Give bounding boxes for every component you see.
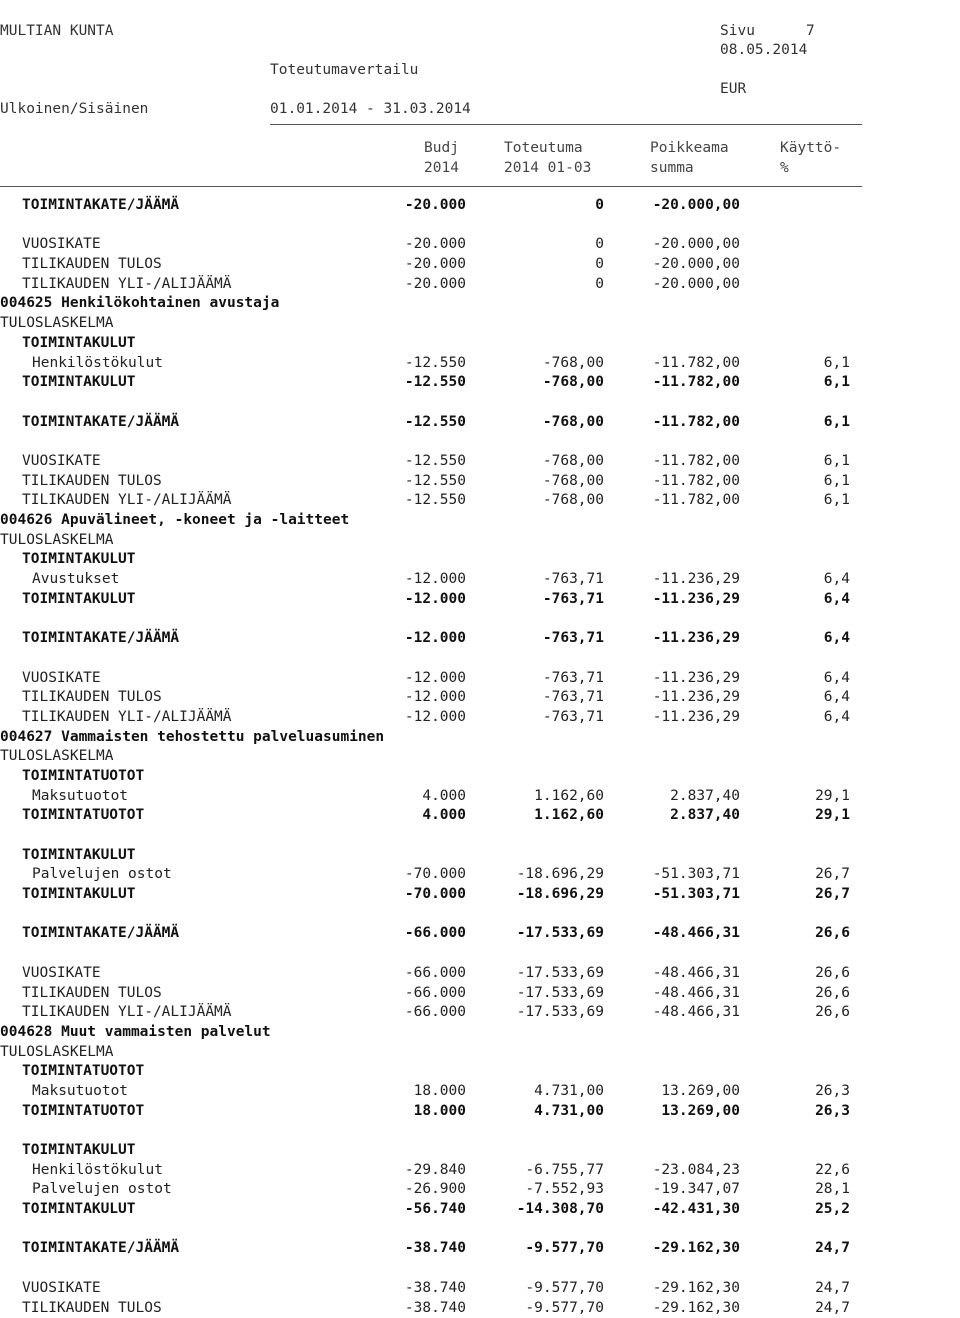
row-label: Henkilöstökulut	[0, 354, 163, 374]
row-label: 004625 Henkilökohtainen avustaja	[0, 294, 279, 314]
currency-label: EUR	[720, 80, 746, 98]
actual-cell: -9.577,70	[474, 1299, 604, 1318]
table-row	[0, 924, 880, 944]
variance-cell: -51.303,71	[610, 885, 740, 905]
table-row	[0, 334, 880, 354]
variance-cell: 13.269,00	[610, 1102, 740, 1122]
table-row	[0, 255, 880, 275]
variance-cell: -11.782,00	[610, 452, 740, 472]
budget-cell: 4.000	[336, 787, 466, 807]
actual-cell: 0	[474, 196, 604, 216]
spacer-row	[0, 1121, 880, 1141]
budget-cell: -29.840	[336, 1161, 466, 1181]
usage-cell: 6,4	[770, 570, 850, 590]
table-row	[0, 1161, 880, 1181]
spacer-row	[0, 1220, 880, 1240]
budget-cell: -12.000	[336, 708, 466, 728]
usage-cell: 6,1	[770, 373, 850, 393]
budget-cell: -70.000	[336, 865, 466, 885]
row-label: 004627 Vammaisten tehostettu palveluasuminen	[0, 728, 384, 748]
budget-cell: -12.000	[336, 570, 466, 590]
variance-cell: -23.084,23	[610, 1161, 740, 1181]
spacer-row	[0, 944, 880, 964]
actual-cell: -763,71	[474, 590, 604, 610]
usage-cell: 26,6	[770, 964, 850, 984]
row-label: TOIMINTATUOTOT	[0, 1062, 144, 1082]
variance-cell: -20.000,00	[610, 235, 740, 255]
table-row	[0, 688, 880, 708]
budget-cell: -12.550	[336, 373, 466, 393]
variance-cell: -11.782,00	[610, 491, 740, 511]
variance-cell: 2.837,40	[610, 787, 740, 807]
municipality-name: MULTIAN KUNTA	[0, 22, 114, 40]
table-row	[0, 1003, 880, 1023]
usage-cell: 6,4	[770, 708, 850, 728]
budget-cell: -66.000	[336, 964, 466, 984]
variance-cell: -11.236,29	[610, 708, 740, 728]
budget-cell: -20.000	[336, 255, 466, 275]
variance-cell: -11.236,29	[610, 669, 740, 689]
actual-cell: -18.696,29	[474, 885, 604, 905]
row-label: TOIMINTAKULUT	[0, 334, 136, 354]
variance-cell: 13.269,00	[610, 1082, 740, 1102]
table-row	[0, 1279, 880, 1299]
actual-cell: -768,00	[474, 452, 604, 472]
row-label: Henkilöstökulut	[0, 1161, 163, 1181]
budget-cell: -38.740	[336, 1299, 466, 1318]
actual-cell: -763,71	[474, 688, 604, 708]
actual-cell: 4.731,00	[474, 1102, 604, 1122]
table-row	[0, 491, 880, 511]
actual-cell: 1.162,60	[474, 806, 604, 826]
variance-cell: -51.303,71	[610, 865, 740, 885]
usage-cell: 26,6	[770, 1003, 850, 1023]
table-row	[0, 354, 880, 374]
table-row	[0, 984, 880, 1004]
budget-cell: -38.740	[336, 1239, 466, 1259]
table-row	[0, 1239, 880, 1259]
header-divider	[270, 124, 862, 125]
spacer-row	[0, 826, 880, 846]
actual-cell: -768,00	[474, 354, 604, 374]
budget-cell: -12.550	[336, 472, 466, 492]
table-row	[0, 314, 880, 334]
table-row	[0, 728, 880, 748]
actual-cell: -17.533,69	[474, 1003, 604, 1023]
budget-cell: -56.740	[336, 1200, 466, 1220]
usage-cell: 24,7	[770, 1299, 850, 1318]
table-row	[0, 511, 880, 531]
budget-cell: 18.000	[336, 1082, 466, 1102]
spacer-row	[0, 609, 880, 629]
table-row	[0, 452, 880, 472]
variance-cell: -11.236,29	[610, 590, 740, 610]
row-label: TILIKAUDEN TULOS	[0, 472, 162, 492]
column-actual-line1: Toteutuma	[504, 139, 583, 157]
row-label: TOIMINTAKULUT	[0, 846, 136, 866]
column-variance-line2: summa	[650, 159, 694, 177]
budget-cell: -20.000	[336, 196, 466, 216]
table-row	[0, 235, 880, 255]
report-table	[0, 196, 880, 1318]
column-variance-line1: Poikkeama	[650, 139, 729, 157]
budget-cell: -12.000	[336, 590, 466, 610]
usage-cell: 6,1	[770, 491, 850, 511]
row-label: TOIMINTAKULUT	[0, 590, 136, 610]
usage-cell: 6,1	[770, 452, 850, 472]
actual-cell: 0	[474, 235, 604, 255]
budget-cell: -26.900	[336, 1180, 466, 1200]
usage-cell: 26,6	[770, 984, 850, 1004]
column-header-divider	[0, 186, 862, 187]
table-row	[0, 787, 880, 807]
table-row	[0, 669, 880, 689]
budget-cell: -38.740	[336, 1279, 466, 1299]
table-row	[0, 472, 880, 492]
usage-cell: 6,4	[770, 688, 850, 708]
table-row	[0, 865, 880, 885]
usage-cell: 22,6	[770, 1161, 850, 1181]
usage-cell: 26,7	[770, 885, 850, 905]
actual-cell: -768,00	[474, 373, 604, 393]
variance-cell: -48.466,31	[610, 1003, 740, 1023]
table-row	[0, 373, 880, 393]
row-label: 004628 Muut vammaisten palvelut	[0, 1023, 271, 1043]
variance-cell: -11.782,00	[610, 373, 740, 393]
column-usage-line2: %	[780, 159, 789, 177]
column-actual-line2: 2014 01-03	[504, 159, 591, 177]
row-label: TULOSLASKELMA	[0, 314, 114, 334]
actual-cell: -17.533,69	[474, 924, 604, 944]
table-row	[0, 1023, 880, 1043]
actual-cell: 4.731,00	[474, 1082, 604, 1102]
spacer-row	[0, 905, 880, 925]
actual-cell: -763,71	[474, 708, 604, 728]
usage-cell: 26,3	[770, 1102, 850, 1122]
table-row	[0, 1299, 880, 1318]
actual-cell: 0	[474, 275, 604, 295]
variance-cell: -11.782,00	[610, 354, 740, 374]
variance-cell: -11.236,29	[610, 570, 740, 590]
row-label: TOIMINTAKATE/JÄÄMÄ	[0, 924, 179, 944]
table-row	[0, 550, 880, 570]
row-label: VUOSIKATE	[0, 669, 101, 689]
actual-cell: 1.162,60	[474, 787, 604, 807]
usage-cell: 6,1	[770, 354, 850, 374]
page-number: 7	[806, 22, 815, 40]
period-label: 01.01.2014 - 31.03.2014	[270, 100, 471, 118]
usage-cell: 6,1	[770, 472, 850, 492]
page-label: Sivu	[720, 22, 755, 40]
table-row	[0, 1180, 880, 1200]
row-label: TILIKAUDEN YLI-/ALIJÄÄMÄ	[0, 275, 232, 295]
row-label: Palvelujen ostot	[0, 865, 172, 885]
row-label: TOIMINTAKATE/JÄÄMÄ	[0, 1239, 179, 1259]
row-label: TILIKAUDEN TULOS	[0, 1299, 162, 1318]
variance-cell: -42.431,30	[610, 1200, 740, 1220]
actual-cell: -9.577,70	[474, 1239, 604, 1259]
table-row	[0, 629, 880, 649]
table-row	[0, 747, 880, 767]
row-label: TILIKAUDEN YLI-/ALIJÄÄMÄ	[0, 491, 232, 511]
actual-cell: -763,71	[474, 629, 604, 649]
budget-cell: -66.000	[336, 924, 466, 944]
variance-cell: -11.236,29	[610, 629, 740, 649]
budget-cell: -66.000	[336, 984, 466, 1004]
variance-cell: -29.162,30	[610, 1299, 740, 1318]
budget-cell: -12.550	[336, 491, 466, 511]
variance-cell: -29.162,30	[610, 1279, 740, 1299]
table-row	[0, 196, 880, 216]
row-label: TOIMINTAKULUT	[0, 1141, 136, 1161]
row-label: Avustukset	[0, 570, 119, 590]
row-label: VUOSIKATE	[0, 964, 101, 984]
actual-cell: -763,71	[474, 570, 604, 590]
variance-cell: -11.782,00	[610, 413, 740, 433]
table-row	[0, 708, 880, 728]
row-label: VUOSIKATE	[0, 1279, 101, 1299]
usage-cell: 24,7	[770, 1279, 850, 1299]
row-label: Palvelujen ostot	[0, 1180, 172, 1200]
variance-cell: 2.837,40	[610, 806, 740, 826]
usage-cell: 6,4	[770, 629, 850, 649]
row-label: TOIMINTAKULUT	[0, 885, 136, 905]
usage-cell: 26,3	[770, 1082, 850, 1102]
row-label: VUOSIKATE	[0, 452, 101, 472]
actual-cell: -768,00	[474, 413, 604, 433]
table-row	[0, 531, 880, 551]
usage-cell: 6,1	[770, 413, 850, 433]
budget-cell: -12.550	[336, 354, 466, 374]
usage-cell: 28,1	[770, 1180, 850, 1200]
spacer-row	[0, 393, 880, 413]
actual-cell: 0	[474, 255, 604, 275]
usage-cell: 29,1	[770, 806, 850, 826]
table-row	[0, 413, 880, 433]
spacer-row	[0, 432, 880, 452]
row-label: TILIKAUDEN TULOS	[0, 688, 162, 708]
variance-cell: -20.000,00	[610, 196, 740, 216]
budget-cell: -70.000	[336, 885, 466, 905]
row-label: TULOSLASKELMA	[0, 747, 114, 767]
budget-cell: -66.000	[336, 1003, 466, 1023]
actual-cell: -14.308,70	[474, 1200, 604, 1220]
actual-cell: -768,00	[474, 491, 604, 511]
actual-cell: -6.755,77	[474, 1161, 604, 1181]
row-label: TOIMINTATUOTOT	[0, 767, 144, 787]
actual-cell: -768,00	[474, 472, 604, 492]
report-date: 08.05.2014	[720, 41, 807, 59]
table-row	[0, 1141, 880, 1161]
variance-cell: -19.347,07	[610, 1180, 740, 1200]
table-row	[0, 846, 880, 866]
budget-cell: -12.000	[336, 688, 466, 708]
row-label: VUOSIKATE	[0, 235, 101, 255]
usage-cell: 26,6	[770, 924, 850, 944]
usage-cell: 24,7	[770, 1239, 850, 1259]
usage-cell: 6,4	[770, 669, 850, 689]
table-row	[0, 590, 880, 610]
usage-cell: 25,2	[770, 1200, 850, 1220]
budget-cell: 18.000	[336, 1102, 466, 1122]
variance-cell: -48.466,31	[610, 924, 740, 944]
actual-cell: -18.696,29	[474, 865, 604, 885]
column-budget-line2: 2014	[424, 159, 459, 177]
row-label: TULOSLASKELMA	[0, 1043, 114, 1063]
variance-cell: -11.782,00	[610, 472, 740, 492]
column-usage-line1: Käyttö-	[780, 139, 841, 157]
table-row	[0, 767, 880, 787]
budget-cell: -20.000	[336, 275, 466, 295]
table-row	[0, 1200, 880, 1220]
spacer-row	[0, 649, 880, 669]
variance-cell: -20.000,00	[610, 275, 740, 295]
actual-cell: -7.552,93	[474, 1180, 604, 1200]
row-label: TOIMINTATUOTOT	[0, 806, 144, 826]
table-row	[0, 1062, 880, 1082]
table-row	[0, 275, 880, 295]
row-label: TULOSLASKELMA	[0, 531, 114, 551]
row-label: TOIMINTAKULUT	[0, 373, 136, 393]
row-label: Maksutuotot	[0, 787, 128, 807]
variance-cell: -48.466,31	[610, 964, 740, 984]
actual-cell: -17.533,69	[474, 984, 604, 1004]
row-label: TOIMINTATUOTOT	[0, 1102, 144, 1122]
table-row	[0, 1082, 880, 1102]
budget-cell: -20.000	[336, 235, 466, 255]
budget-cell: -12.550	[336, 413, 466, 433]
spacer-row	[0, 1259, 880, 1279]
table-row	[0, 885, 880, 905]
row-label: Maksutuotot	[0, 1082, 128, 1102]
table-row	[0, 294, 880, 314]
variance-cell: -11.236,29	[610, 688, 740, 708]
table-row	[0, 806, 880, 826]
variance-cell: -48.466,31	[610, 984, 740, 1004]
usage-cell: 26,7	[770, 865, 850, 885]
row-label: TILIKAUDEN TULOS	[0, 984, 162, 1004]
row-label: TOIMINTAKULUT	[0, 550, 136, 570]
budget-cell: -12.550	[336, 452, 466, 472]
row-label: TILIKAUDEN YLI-/ALIJÄÄMÄ	[0, 708, 232, 728]
row-label: TOIMINTAKATE/JÄÄMÄ	[0, 413, 179, 433]
actual-cell: -763,71	[474, 669, 604, 689]
usage-cell: 29,1	[770, 787, 850, 807]
actual-cell: -17.533,69	[474, 964, 604, 984]
table-row	[0, 570, 880, 590]
row-label: TOIMINTAKATE/JÄÄMÄ	[0, 196, 179, 216]
variance-cell: -29.162,30	[610, 1239, 740, 1259]
row-label: TILIKAUDEN TULOS	[0, 255, 162, 275]
scope-label: Ulkoinen/Sisäinen	[0, 100, 148, 118]
report-title: Toteutumavertailu	[270, 61, 418, 79]
table-row	[0, 1102, 880, 1122]
table-row	[0, 964, 880, 984]
row-label: TOIMINTAKULUT	[0, 1200, 136, 1220]
row-label: TILIKAUDEN YLI-/ALIJÄÄMÄ	[0, 1003, 232, 1023]
spacer-row	[0, 216, 880, 236]
row-label: TOIMINTAKATE/JÄÄMÄ	[0, 629, 179, 649]
table-row	[0, 1043, 880, 1063]
budget-cell: -12.000	[336, 629, 466, 649]
actual-cell: -9.577,70	[474, 1279, 604, 1299]
row-label: 004626 Apuvälineet, -koneet ja -laitteet	[0, 511, 349, 531]
column-budget-line1: Budj	[424, 139, 459, 157]
budget-cell: -12.000	[336, 669, 466, 689]
usage-cell: 6,4	[770, 590, 850, 610]
budget-cell: 4.000	[336, 806, 466, 826]
variance-cell: -20.000,00	[610, 255, 740, 275]
